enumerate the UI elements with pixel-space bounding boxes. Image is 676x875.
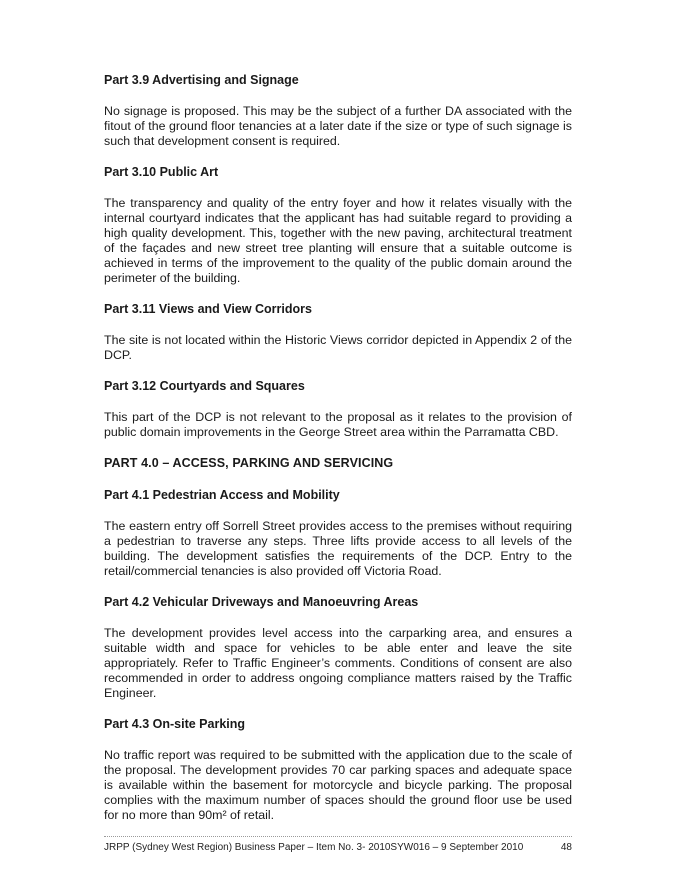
section-courtyards-squares [104, 378, 572, 440]
section-paragraph: This part of the DCP is not relevant to the proposal as it relates to the provision of public domain improvements in the George Street area within the Parramatta CBD. [104, 410, 572, 439]
section-advertising-signage [104, 72, 572, 149]
section-paragraph: The transparency and quality of the entry foyer and how it relates visually with the internal courtyard indicates that the applicant has had suitable regard to providing a high quality development. This, together with the new paving, architectural treatment of the façades and new street tree planting will ensure that a suitable outcome is achieved in terms of the improvement to the quality of the public domain around the perimeter of the building. [104, 196, 572, 285]
section-heading: Part 3.11 Views and View Corridors [104, 302, 312, 316]
section-pedestrian-access [104, 487, 572, 579]
section-heading: Part 4.2 Vehicular Driveways and Manoeuvring Areas [104, 595, 419, 609]
section-heading: Part 3.9 Advertising and Signage [104, 73, 299, 87]
section-part-4-title [104, 455, 572, 471]
section-paragraph: The site is not located within the Historic Views corridor depicted in Appendix 2 of the DCP. [104, 333, 572, 362]
section-paragraph: The development provides level access into the carparking area, and ensures a suitable width and space for vehicles to be able enter and leave the site appropriately. Refer to Traffic Engineer’s comments. Conditions of consent are also recommended in order to address ongoing compliance matters raised by the Traffic Engineer. [104, 626, 572, 700]
section-heading: Part 4.3 On-site Parking [104, 717, 246, 731]
page-footer [104, 836, 572, 854]
section-paragraph: No traffic report was required to be submitted with the application due to the scale of the proposal. The development provides 70 car parking spaces and adequate space is available within the basement for motorcycle and bicycle parking. The proposal complies with the maximum number of spaces should the ground floor use be used for no more than 90m² of retail. [104, 748, 572, 822]
footer-text: JRPP (Sydney West Region) Business Paper – Item No. 3- 2010SYW016 – 9 September 2010 [104, 842, 524, 853]
page-number: 48 [560, 842, 572, 853]
document-page [104, 72, 572, 838]
section-public-art [104, 164, 572, 286]
section-heading: Part 4.1 Pedestrian Access and Mobility [104, 488, 340, 502]
section-onsite-parking [104, 716, 572, 823]
section-paragraph: No signage is proposed. This may be the subject of a further DA associated with the fitout of the ground floor tenancies at a later date if the size or type of such signage is such that development consent is required. [104, 104, 572, 148]
part-heading: PART 4.0 – ACCESS, PARKING AND SERVICING [104, 456, 394, 470]
section-paragraph: The eastern entry off Sorrell Street provides access to the premises without requiring a pedestrian to traverse any steps. Three lifts provide access to all levels of the building. The development satisfies the requirements of the DCP. Entry to the retail/commercial tenancies is also provided off Victoria Road. [104, 519, 572, 578]
section-vehicular-driveways [104, 594, 572, 701]
section-heading: Part 3.10 Public Art [104, 165, 219, 179]
section-views-corridors [104, 301, 572, 363]
section-heading: Part 3.12 Courtyards and Squares [104, 379, 305, 393]
